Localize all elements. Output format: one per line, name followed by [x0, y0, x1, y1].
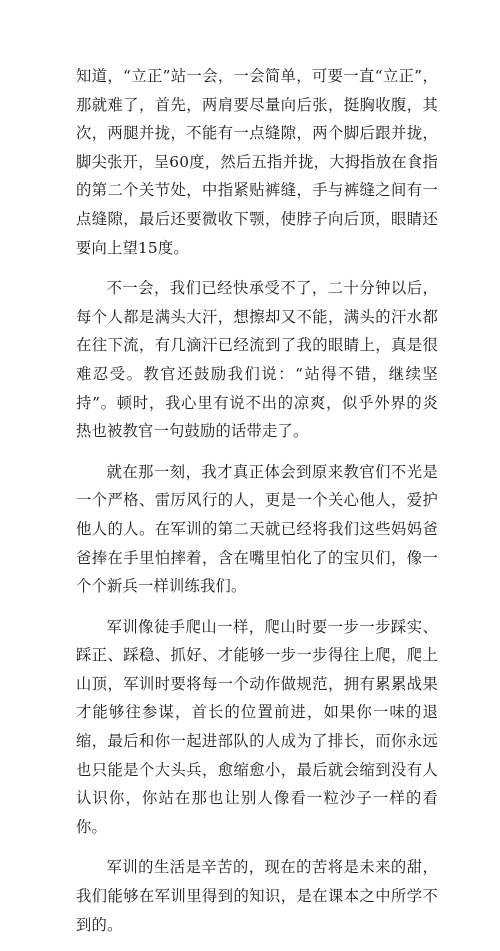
paragraph-4: 军训像徒手爬山一样，爬山时要一步一步踩实、踩正、踩稳、抓好、才能够一步一步得往上爬，爬上山顶，军训时要将每一个动作做规范，拥有累累战果才能够往参谋，首长的位置前进，如果你一味的退缩，最后和你一起进部队的人成为了排长，而你永远也只能是个大头兵，愈缩愈小，最后就会缩到没有人认识你，你站在那也让别人像看一粒沙子一样的看你。: [76, 617, 438, 836]
paragraph-3: 就在那一刻，我才真正体会到原来教官们不光是一个严格、雷厉风行的人，更是一个关心他人，爱护他人的人。在军训的第二天就已经将我们这些妈妈爸爸捧在手里怕摔着，含在嘴里怕化了的宝贝们，像一个个新兵一样训练我们。: [76, 462, 438, 596]
document-page: [76, 62, 438, 951]
paragraph-5: 军训的生活是辛苦的，现在的苦将是未来的甜，我们能够在军训里得到的知识，是在课本之中所学不到的。: [76, 858, 438, 934]
paragraph-2: 不一会，我们已经快承受不了，二十分钟以后，每个人都是满头大汗，想擦却又不能，满头的汗水都在往下流，有几滴汗已经流到了我的眼睛上，真是很难忍受。教官还鼓励我们说：“站得不错，继续坚持”。顿时，我心里有说不出的凉爽，似乎外界的炎热也被教官一句鼓励的话带走了。: [76, 279, 438, 441]
paragraph-1: 知道，“立正”站一会，一会简单，可要一直“立正”，那就难了，首先，两肩要尽量向后张，挺胸收腹，其次，两腿并拢，不能有一点缝隙，两个脚后跟并拢，脚尖张开，呈60度，然后五指并拢，大拇指放在食指的第二个关节处，中指紧贴裤缝，手与裤缝之间有一点缝隙，最后还要微收下颚，使脖子向后顶，眼睛还要向上望15度。: [76, 67, 438, 257]
